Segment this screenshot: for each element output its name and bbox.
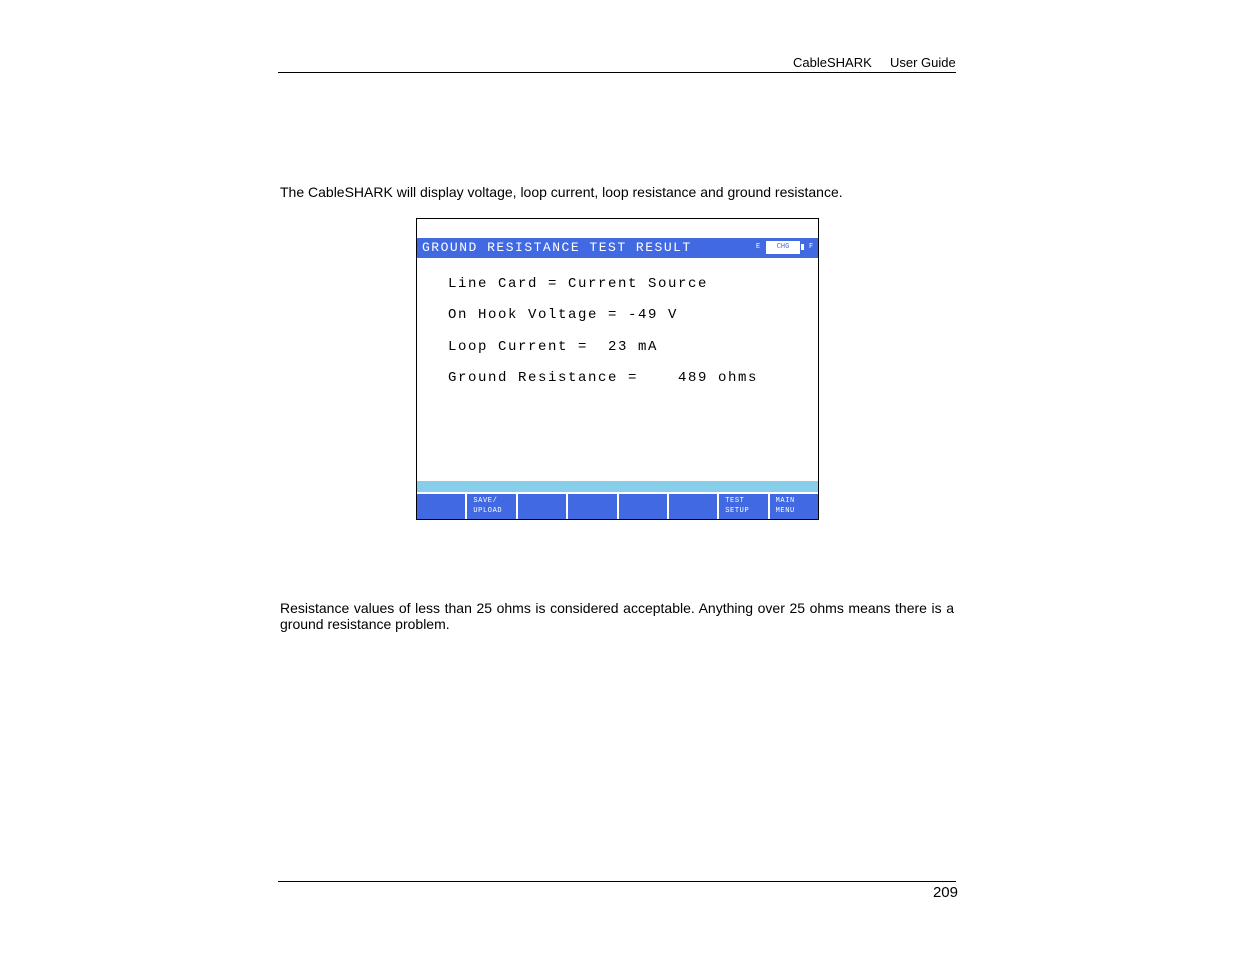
battery-empty-label: E bbox=[756, 243, 761, 251]
device-screen-image bbox=[416, 218, 819, 520]
note-paragraph: Resistance values of less than 25 ohms is considered acceptable. Anything over 25 ohms means there is a ground resistance problem. bbox=[280, 600, 954, 632]
softkey-5[interactable] bbox=[619, 494, 667, 519]
main-menu-softkey[interactable] bbox=[770, 494, 818, 519]
main-menu-label: MAIN MENU bbox=[775, 497, 795, 515]
softkey-row bbox=[417, 494, 818, 519]
header-rule bbox=[278, 72, 956, 73]
status-strip bbox=[417, 481, 818, 492]
page-number: 209 bbox=[932, 884, 958, 901]
save-upload-softkey[interactable] bbox=[467, 494, 515, 519]
battery-tip bbox=[801, 244, 804, 250]
softkey-6[interactable] bbox=[669, 494, 717, 519]
header-product-name: CableSHARK bbox=[793, 55, 872, 70]
battery-icon: CHG bbox=[766, 241, 800, 254]
intro-paragraph: The CableSHARK will display voltage, loop current, loop resistance and ground resistance. bbox=[280, 184, 843, 200]
on-hook-voltage-result: On Hook Voltage = -49 V bbox=[448, 307, 679, 323]
battery-full-label: F bbox=[809, 243, 814, 251]
softkey-1[interactable] bbox=[417, 494, 465, 519]
ground-resistance-result: Ground Resistance = 489 ohms bbox=[448, 370, 759, 386]
test-setup-label: TEST SETUP bbox=[725, 497, 750, 515]
loop-current-result: Loop Current = 23 mA bbox=[448, 339, 659, 355]
header-guide-title: User Guide bbox=[890, 55, 956, 70]
softkey-3[interactable] bbox=[518, 494, 566, 519]
line-card-result: Line Card = Current Source bbox=[448, 276, 709, 292]
softkey-4[interactable] bbox=[568, 494, 616, 519]
save-upload-label: SAVE/ UPLOAD bbox=[473, 497, 503, 515]
test-setup-softkey[interactable] bbox=[719, 494, 767, 519]
screen-title-bar bbox=[417, 238, 818, 258]
screen-title: GROUND RESISTANCE TEST RESULT bbox=[422, 240, 692, 255]
footer-rule bbox=[278, 881, 956, 882]
